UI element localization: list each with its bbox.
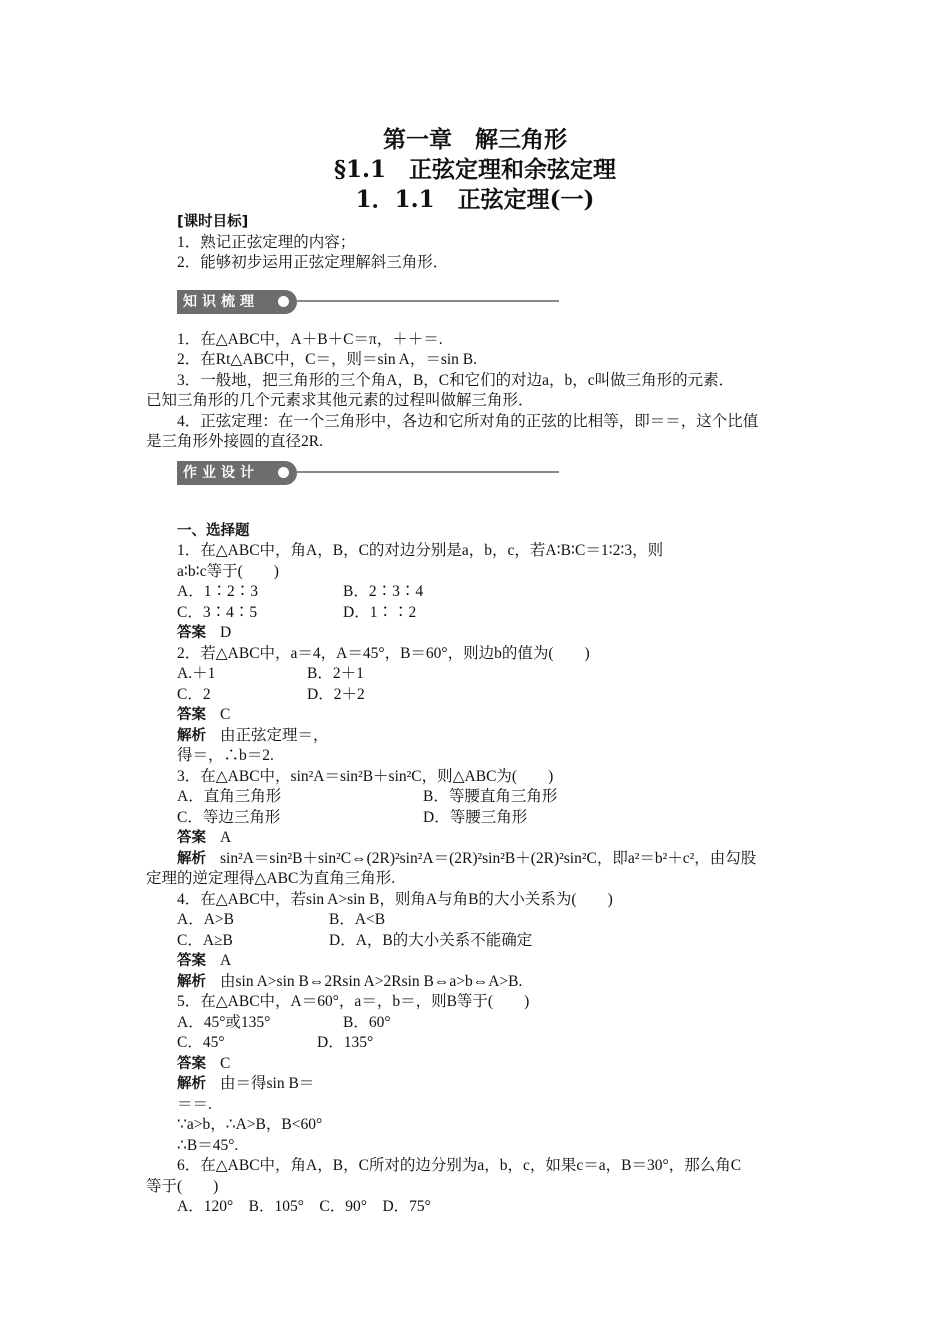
knowledge-point-2: 2．在Rt△ABC中，C＝，则＝sin A，＝sin B. [177, 351, 478, 368]
option-c: C．等边三角形 [177, 808, 281, 826]
question-5-answer [146, 1054, 808, 1075]
question-5-analysis-cont: ∵a>b，∴A>B，B<60° [177, 1116, 323, 1133]
question-2-stem: 2．若△ABC中，a＝4，A＝45°，B＝60°，则边b的值为( ) [177, 644, 590, 662]
option-d: D．等腰三角形 [423, 808, 528, 826]
circle-icon [278, 296, 289, 307]
answer-label: 答案 [177, 625, 206, 641]
knowledge-banner-label: 知识梳理 [177, 290, 297, 314]
option-a: A．A>B [177, 911, 234, 928]
option-b: B．2∶3∶4 [343, 583, 424, 600]
homework-banner [177, 453, 808, 489]
question-6-stem-cont: 等于( ) [146, 1177, 219, 1195]
answer-value: A [220, 952, 232, 969]
option-d: D．2＋2 [307, 685, 365, 703]
option-d: D．A，B的大小关系不能确定 [329, 931, 533, 949]
question-1-options-row1 [146, 582, 808, 603]
option-c: C．2 [177, 685, 211, 703]
question-1-stem-cont: a∶b∶c等于( ) [177, 562, 279, 580]
goal-item: 1．熟记正弦定理的内容； [177, 233, 356, 251]
question-5-analysis-cont: ∴B＝45°. [177, 1136, 239, 1154]
answer-value: C [220, 1054, 231, 1072]
question-4-stem: 4．在△ABC中，若sin A>sin B，则角A与角B的大小关系为( ) [177, 890, 613, 908]
question-4-options-row2 [146, 931, 808, 952]
option-d: D．135° [317, 1034, 374, 1051]
question-5-options-row1 [146, 1013, 808, 1034]
answer-value: D [220, 624, 232, 641]
analysis-label: 解析 [177, 973, 206, 990]
analysis-text: sin²A＝sin²B＋sin²C⇔(2R)²sin²A＝(2R)²sin²B＋(2R)²sin²C，即a²＝b²＋c²，由勾股 [220, 849, 757, 867]
question-3-analysis-cont: 定理的逆定理得△ABC为直角三角形. [146, 870, 396, 887]
answer-value: C [220, 706, 231, 723]
question-4-analysis [146, 972, 808, 993]
question-4-options-row1 [146, 910, 808, 931]
option-b: B．等腰直角三角形 [423, 788, 558, 805]
question-5-stem: 5．在△ABC中，A＝60°，a＝，b＝，则B等于( ) [177, 993, 530, 1010]
question-2-answer [146, 705, 808, 726]
analysis-text: 由正弦定理＝， [220, 726, 329, 744]
question-3-answer [146, 828, 808, 849]
option-a: A．直角三角形 [177, 788, 282, 805]
analysis-text: 由sin A>sin B⇔2Rsin A>2Rsin B⇔a>b⇔A>B. [220, 972, 523, 990]
analysis-label: 解析 [177, 727, 206, 744]
knowledge-point-3: 3．一般地，把三角形的三个角A，B，C和它们的对边a，b，c叫做三角形的元素． [177, 371, 735, 389]
answer-label: 答案 [177, 1055, 206, 1072]
goal-item: 2．能够初步运用正弦定理解斜三角形． [177, 254, 449, 271]
homework-banner-label: 作业设计 [177, 461, 297, 485]
question-3-options-row1 [146, 787, 808, 808]
question-6-stem: 6．在△ABC中，角A，B，C所对的边分别为a，b，c，如果c＝a，B＝30°，那么角C [177, 1157, 742, 1174]
chapter-title: 第一章 解三角形 [383, 126, 567, 153]
question-5-analysis [146, 1074, 808, 1095]
question-1-stem: 1．在△ABC中，角A，B，C的对边分别是a，b，c，若A∶B∶C＝1∶2∶3，则 [177, 542, 664, 559]
analysis-label: 解析 [177, 850, 206, 867]
question-3-options-row2 [146, 808, 808, 829]
question-1-options-row2 [146, 603, 808, 624]
knowledge-point-4: 4．正弦定理：在一个三角形中，各边和它所对角的正弦的比相等，即＝＝，这个比值 [177, 412, 759, 430]
content-body [146, 212, 808, 1218]
knowledge-point-3-cont: 已知三角形的几个元素求其他元素的过程叫做解三角形． [146, 392, 534, 409]
question-6-options: A．120° B．105° C．90° D．75° [177, 1198, 431, 1215]
knowledge-point-1: 1．在△ABC中，A＋B＋C＝π，＋＋＝. [177, 330, 443, 348]
divider [297, 471, 559, 473]
circle-icon [278, 467, 289, 478]
option-c: C．3∶4∶5 [177, 603, 258, 621]
question-5-options-row2 [146, 1033, 808, 1054]
analysis-text: 由＝得sin B＝ [220, 1075, 315, 1092]
analysis-label: 解析 [177, 1076, 206, 1092]
answer-label: 答案 [177, 707, 206, 723]
option-a: A.＋1 [177, 665, 216, 682]
answer-label: 答案 [177, 830, 206, 846]
option-c: C．A≥B [177, 931, 233, 949]
question-3-stem: 3．在△ABC中，sin²A＝sin²B＋sin²C，则△ABC为( ) [177, 767, 554, 785]
option-a: A．45°或135° [177, 1013, 271, 1031]
option-a: A．1∶2∶3 [177, 583, 258, 600]
question-4-answer [146, 951, 808, 972]
option-b: B．60° [343, 1013, 391, 1031]
knowledge-point-4-cont: 是三角形外接圆的直径2R. [146, 433, 323, 450]
answer-value: A [220, 829, 232, 846]
divider [297, 300, 559, 302]
section-choice-heading: 一、选择题 [177, 522, 250, 539]
answer-label: 答案 [177, 953, 206, 969]
question-2-analysis-cont: 得＝，∴b＝2. [177, 747, 274, 764]
option-d: D．1∶∶2 [343, 603, 417, 621]
question-2-analysis [146, 726, 808, 747]
question-5-analysis-cont: ＝＝. [177, 1095, 212, 1113]
question-3-analysis [146, 849, 808, 870]
section-title: §1.1 正弦定理和余弦定理 [333, 156, 617, 183]
option-c: C．45° [177, 1034, 225, 1051]
knowledge-banner [177, 282, 808, 318]
question-2-options-row2 [146, 685, 808, 706]
option-b: B．A<B [329, 911, 386, 928]
question-2-options-row1 [146, 664, 808, 685]
question-1-answer [146, 623, 808, 644]
goals-heading: [课时目标] [177, 214, 249, 230]
subsection-title: 1．1.1 正弦定理(一) [355, 186, 595, 213]
option-b: B．2＋1 [307, 665, 364, 682]
